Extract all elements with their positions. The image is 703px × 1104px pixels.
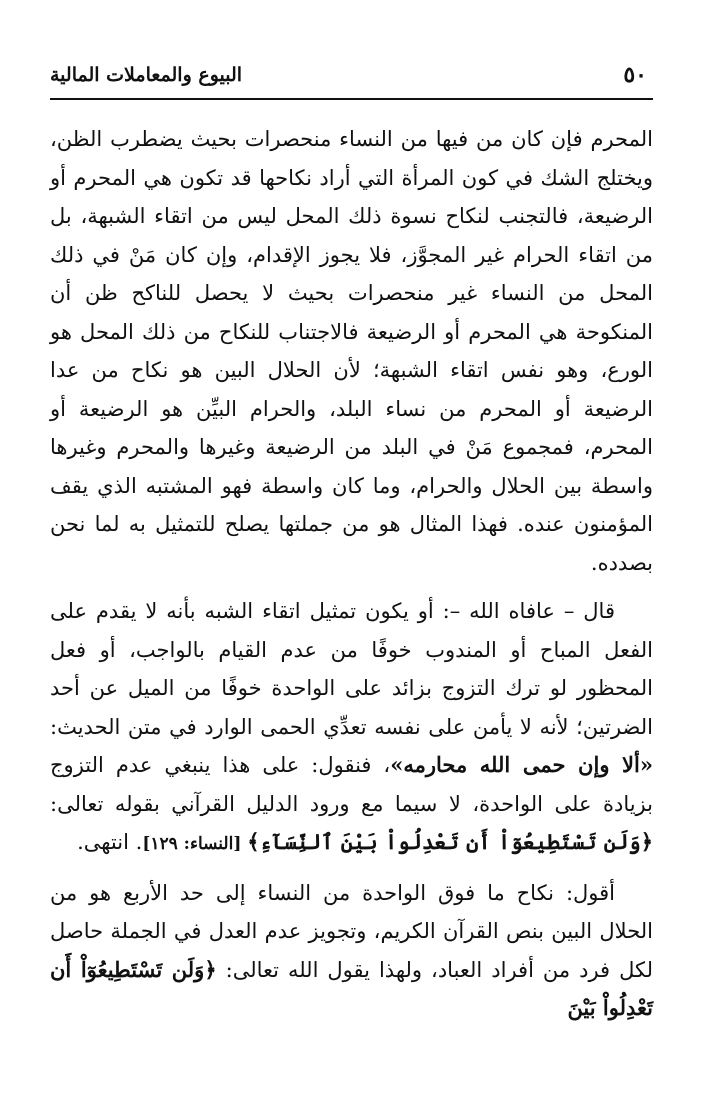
paragraph-text: قال – عافاه الله –: أو يكون تمثيل اتقاء الشبه بأنه لا يقدم على الفعل المباح أو المندوب خوفًا من عدم القيام بالواجب، أو فعل المحظور لو ترك التزوج بزائد على الواحدة خوفًا من الميل عن أحد الضرتين؛ لأنه لا يأمن على نفسه تعدِّي الحمى الوارد في متن الحديث:: [50, 599, 653, 739]
paragraph-text: المحرم فإن كان من فيها من النساء منحصرات بحيث يضطرب الظن، ويختلج الشك في كون المرأة التي أراد نكاحها قد تكون هي المحرم أو الرضيعة، فالتجنب لنكاح نسوة ذلك المحل ليس من اتقاء الشبهة، بل من اتقاء الحرام غير المجوَّز، فلا يجوز الإقدام، وإن كان مَنْ في ذلك المحل من النساء غير منحصرات بحيث لا يحصل للناكح ظن أن المنكوحة هي المحرم أو الرضيعة فالاجتناب للنكاح من ذلك المحل هو الورع، وهو نفس اتقاء الشبهة؛ لأن الحلال البين هو نكاح من عدا الرضيعة أو المحرم من نساء البلد، والحرام البيِّن هو الرضيعة أو المحرم، فمجموع مَنْ في البلد من الرضيعة وغيرها والمحرم وغيرها واسطة بين الحلال والحرام، وما كان واسطة فهو المشتبه الذي يقف المؤمنون عنده. فهذا المثال هو من جملتها يصلح للتمثيل به لما نحن بصدده.: [50, 127, 653, 575]
paragraph-3: [50, 874, 653, 1028]
paragraph-text: . انتهى.: [77, 830, 143, 854]
paragraph-1: [50, 120, 653, 582]
page-number: ٥٠: [623, 62, 647, 88]
page-header: [50, 52, 653, 98]
paragraph-text: ، فنقول: على هذا ينبغي عدم التزوج بزيادة على الواحدة، لا سيما مع ورود الدليل القرآني بقوله تعالى:: [50, 753, 653, 816]
page-body: [50, 120, 653, 1028]
verse-reference: [النساء: ١٢٩]: [142, 834, 248, 854]
header-divider: [50, 98, 653, 100]
quran-verse: ﴿وَلَن تَسْتَطِيعُوٓاْ أَن تَعْدِلُواْ بَيْنَ: [50, 956, 653, 1020]
paragraph-text: أقول: نكاح ما فوق الواحدة من النساء إلى حد الأربع هو من الحلال البين بنص القرآن الكريم، وتجويز عدم العدل في الجملة حاصل لكل فرد من أفراد العباد، ولهذا يقول الله تعالى:: [50, 880, 653, 982]
paragraph-2: [50, 592, 653, 864]
running-title: البيوع والمعاملات المالية: [50, 64, 243, 86]
quran-verse: ﴿وَلَن تَسْتَطِيعُوٓاْ أَن تَعْدِلُواْ بَيْنَ ٱلنِّسَآءِ﴾: [247, 829, 653, 854]
hadith-quote: «ألا وإن حمى الله محارمه»: [390, 752, 653, 777]
